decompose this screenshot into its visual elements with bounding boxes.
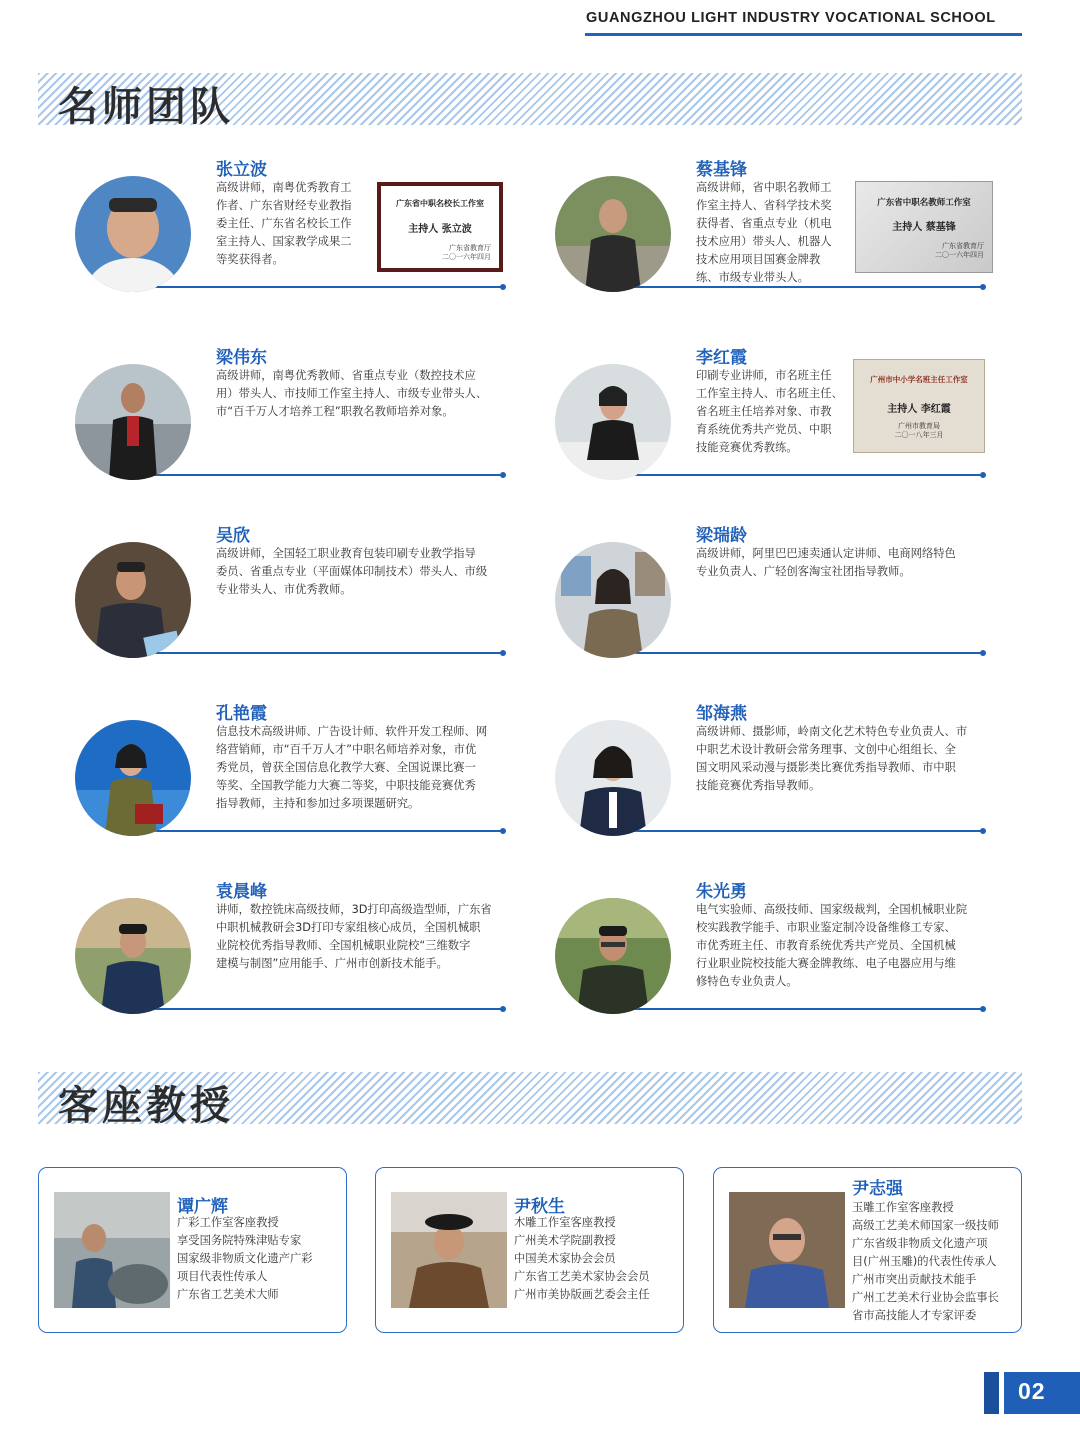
teacher-name: 邹海燕 — [696, 704, 747, 724]
teacher-card — [537, 699, 987, 839]
teacher-name: 朱光勇 — [696, 882, 747, 902]
page-number-gap — [999, 1372, 1004, 1414]
professor-photo — [54, 1192, 170, 1308]
professor-bio: 广彩工作室客座教授 享受国务院特殊津贴专家 国家级非物质文化遗产广彩 项目代表性传承人 广东省工艺美术大师 — [177, 1216, 313, 1301]
card-rule — [157, 652, 503, 654]
professor-photo — [391, 1192, 507, 1308]
teacher-name: 吴欣 — [216, 526, 250, 546]
teacher-photo — [555, 542, 671, 658]
page-number-bar — [984, 1372, 999, 1414]
professor-photo — [729, 1192, 845, 1308]
teacher-bio: 高级讲师，南粤优秀教育工 作者、广东省财经专业教指 委主任、广东省名校长工作 室主持人、国家教学成果二 等奖获得者。 — [216, 181, 352, 266]
card-rule — [157, 286, 503, 288]
card-rule-dot — [980, 284, 986, 290]
teacher-card — [57, 521, 507, 661]
card-rule-dot — [500, 472, 506, 478]
card-rule-dot — [500, 284, 506, 290]
card-rule-dot — [500, 1006, 506, 1012]
page-number-badge — [984, 1372, 1080, 1414]
teacher-photo — [555, 176, 671, 292]
card-rule-dot — [980, 828, 986, 834]
studio-plaque: 广东省中职名教师工作室 主持人 蔡基锋 广东省教育厅 二〇一六年四月 — [855, 181, 993, 273]
teacher-card — [537, 877, 987, 1017]
card-rule — [157, 474, 503, 476]
teacher-name: 梁瑞龄 — [696, 526, 747, 546]
studio-plaque: 广东省中职名校长工作室 主持人 张立波 广东省教育厅 二〇一六年四月 — [377, 182, 503, 272]
professor-card — [375, 1167, 684, 1333]
teacher-bio: 讲师，数控铣床高级技师，3D打印高级造型师，广东省 中职机械教研会3D打印专家组核心成员，全国机械职 业院校优秀指导教师、全国机械职业院校“三维数字 建模与制图”应用能手、广州市创新技术能手。 — [216, 903, 492, 970]
section-title-professors: 客座教授 — [58, 1082, 234, 1129]
teacher-photo — [555, 898, 671, 1014]
card-rule-dot — [500, 828, 506, 834]
teacher-photo — [555, 364, 671, 480]
section-title-team: 名师团队 — [58, 83, 234, 130]
page-number: 02 — [1018, 1378, 1046, 1404]
teacher-bio: 高级讲师，省中职名教师工 作室主持人、省科学技术奖 获得者、省重点专业（机电 技术应用）带头人、机器人 技术应用项目国赛金牌教 练、市级专业带头人。 — [696, 181, 832, 284]
teacher-card — [537, 343, 987, 483]
teacher-card — [57, 699, 507, 839]
teacher-card — [57, 155, 507, 295]
card-rule — [157, 1008, 503, 1010]
teacher-name: 张立波 — [216, 160, 267, 180]
teacher-card — [57, 343, 507, 483]
professor-card — [38, 1167, 347, 1333]
teacher-bio: 高级讲师、摄影师，岭南文化艺术特色专业负责人、市 中职艺术设计教研会常务理事、文创中心组组长、全 国文明风采动漫与摄影类比赛优秀指导教师、市中职 技能竞赛优秀指导教师。 — [696, 725, 968, 792]
teacher-card — [537, 155, 987, 295]
teacher-bio: 信息技术高级讲师、广告设计师、软件开发工程师、网 络营销师，市“百千万人才”中职名师培养对象，市优 秀党员，曾获全国信息化教学大赛、全国说课比赛一 等奖、全国教学能力大赛二等奖，中职技能竞赛优秀 指导教师，主持和参加过多项课题研究。 — [216, 725, 488, 810]
teacher-bio: 印刷专业讲师，市名班主任 工作室主持人、市名班主任、 省名班主任培养对象、市教 育系统优秀共产党员、中职 技能竞赛优秀教练。 — [696, 369, 843, 454]
teacher-bio: 电气实验师、高级技师、国家级裁判，全国机械职业院 校实践教学能手、市职业鉴定制冷设备维修工专家、 市优秀班主任、市教育系统优秀共产党员、全国机械 行业职业院校技能大赛金牌教练、电子电器应用与维 修特色专业负责人。 — [696, 903, 968, 988]
card-rule-dot — [980, 472, 986, 478]
card-rule — [637, 652, 983, 654]
teacher-photo — [75, 176, 191, 292]
teacher-bio: 高级讲师，南粤优秀教师、省重点专业（数控技术应 用）带头人、市技师工作室主持人、市级专业带头人、 市“百千万人才培养工程”职教名教师培养对象。 — [216, 369, 488, 418]
professor-name: 尹志强 — [852, 1179, 903, 1199]
card-rule — [637, 830, 983, 832]
teacher-card — [57, 877, 507, 1017]
teacher-photo — [75, 898, 191, 1014]
professor-card — [713, 1167, 1022, 1333]
header-rule — [585, 33, 1022, 36]
professor-name: 谭广辉 — [177, 1197, 228, 1217]
teacher-photo — [75, 720, 191, 836]
teacher-card — [537, 521, 987, 661]
teacher-bio: 高级讲师，阿里巴巴速卖通认定讲师、电商网络特色 专业负责人、广轻创客淘宝社团指导教师。 — [696, 547, 956, 578]
teacher-photo — [75, 364, 191, 480]
card-rule — [637, 286, 983, 288]
teacher-name: 蔡基锋 — [696, 160, 747, 180]
card-rule-dot — [500, 650, 506, 656]
card-rule — [637, 474, 983, 476]
professor-name: 尹秋生 — [514, 1197, 565, 1217]
teacher-bio: 高级讲师，全国轻工职业教育包装印刷专业教学指导 委员、省重点专业（平面媒体印制技术）带头人、市级 专业带头人、市优秀教师。 — [216, 547, 488, 596]
card-rule-dot — [980, 1006, 986, 1012]
professor-bio: 木雕工作室客座教授 广州美术学院副教授 中国美术家协会会员 广东省工艺美术家协会会员 广州市美协版画艺委会主任 — [514, 1216, 650, 1301]
teacher-name: 李红霞 — [696, 348, 747, 368]
teacher-name: 梁伟东 — [216, 348, 267, 368]
teacher-name: 孔艳霞 — [216, 704, 267, 724]
professor-bio: 玉雕工作室客座教授 高级工艺美术师国家一级技师 广东省级非物质文化遗产项 目(广州玉雕)的代表性传承人 广州市突出贡献技术能手 广州工艺美术行业协会监事长 省市高技能人才专家评委 — [852, 1201, 999, 1322]
card-rule-dot — [980, 650, 986, 656]
teacher-photo — [75, 542, 191, 658]
card-rule — [157, 830, 503, 832]
teacher-name: 袁晨峰 — [216, 882, 267, 902]
school-name-header: GUANGZHOU LIGHT INDUSTRY VOCATIONAL SCHOOL — [586, 10, 996, 26]
card-rule — [637, 1008, 983, 1010]
teacher-photo — [555, 720, 671, 836]
studio-plaque: 广州市中小学名班主任工作室 主持人 李红霞 广州市教育局 二〇一八年三月 — [853, 359, 985, 453]
